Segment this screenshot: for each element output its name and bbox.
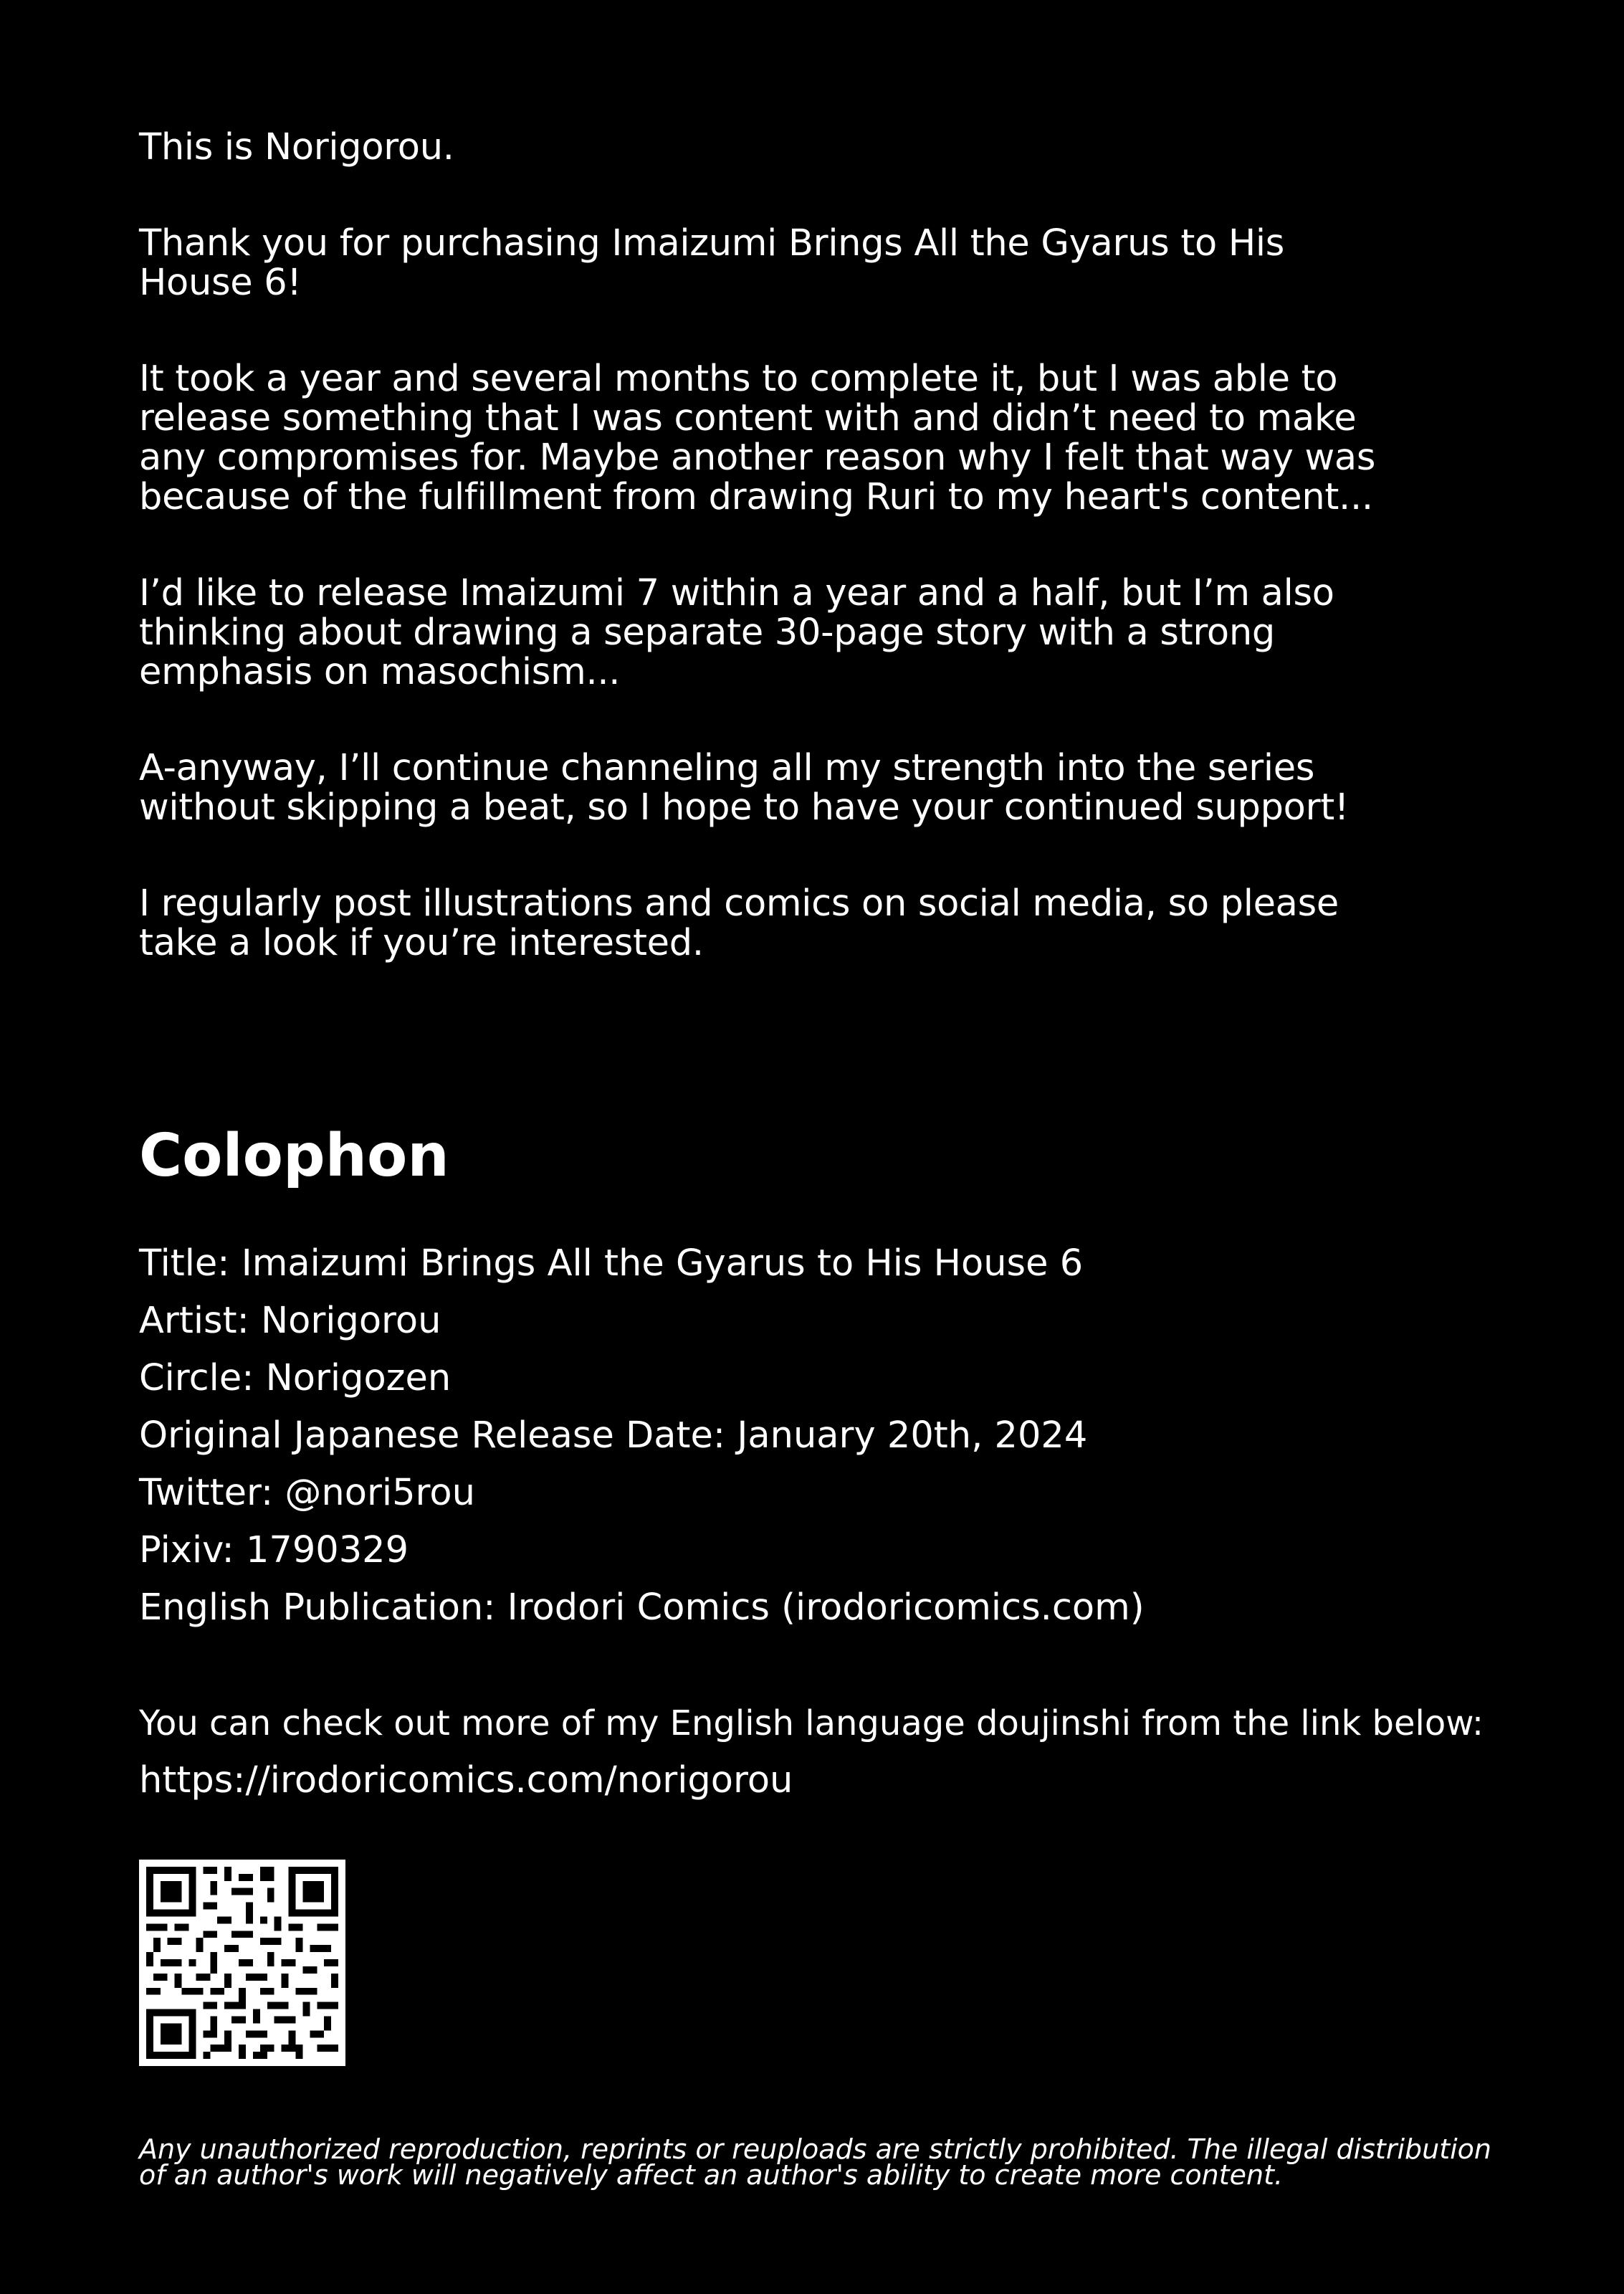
qr-code-graphic	[139, 1860, 345, 2066]
afterword-section	[139, 128, 1400, 1019]
afterword-paragraph-greeting: This is Norigorou.	[139, 126, 454, 168]
colophon-list	[139, 1235, 1145, 1637]
afterword-paragraph-social: I regularly post illustrations and comics on social media, so please take a look if you’re interested.	[139, 882, 1339, 964]
afterword-page	[139, 0, 1501, 2294]
colophon-title-entry: Title: Imaizumi Brings All the Gyarus to His House 6	[139, 1242, 1084, 1285]
colophon-publisher-entry: English Publication: Irodori Comics (irodoricomics.com)	[139, 1586, 1145, 1629]
more-works-link[interactable]: https://irodoricomics.com/norigorou	[139, 1759, 793, 1802]
qr-code-icon[interactable]	[139, 1860, 345, 2066]
colophon-artist-entry: Artist: Norigorou	[139, 1300, 441, 1342]
more-works-note: You can check out more of my English language doujinshi from the link below:	[139, 1703, 1484, 1743]
afterword-paragraph-progress: It took a year and several months to complete it, but I was able to release something that I was content with and didn’t need to make any compromises for. Maybe another reason why I felt that way was because of the fulfillment from drawing Ruri to my heart's content...	[139, 358, 1376, 518]
legal-notice: Any unauthorized reproduction, reprints or reuploads are strictly prohibited. The illegal distribution of an author's work will negatively affect an author's ability to create more content.	[139, 2133, 1492, 2191]
afterword-paragraph-plans: I’d like to release Imaizumi 7 within a year and a half, but I’m also thinking about drawing a separate 30-page story with a strong emphasis on masochism...	[139, 572, 1334, 693]
colophon-circle-entry: Circle: Norigozen	[139, 1357, 452, 1399]
afterword-paragraph-thanks: Thank you for purchasing Imaizumi Brings All the Gyarus to His House 6!	[139, 222, 1285, 304]
colophon-release-date-entry: Original Japanese Release Date: January 20th, 2024	[139, 1414, 1088, 1457]
colophon-pixiv-entry: Pixiv: 1790329	[139, 1529, 409, 1571]
afterword-paragraph-support: A-anyway, I’ll continue channeling all my strength into the series without skipping a beat, so I hope to have your continued support!	[139, 747, 1350, 829]
colophon-twitter-entry: Twitter: @nori5rou	[139, 1472, 475, 1514]
colophon-heading: Colophon	[139, 1122, 449, 1190]
